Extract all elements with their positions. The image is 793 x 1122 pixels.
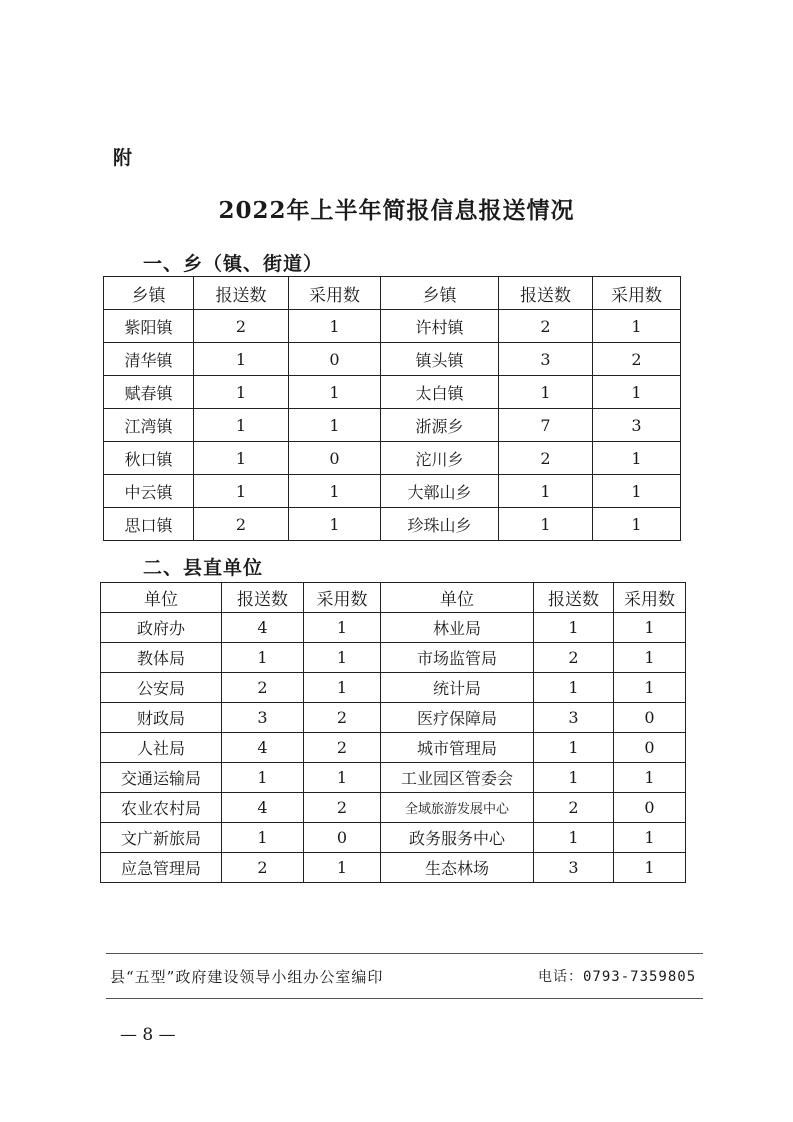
table-row <box>101 853 686 883</box>
column-header: 单位 <box>381 583 534 613</box>
table-row <box>101 703 686 733</box>
column-header: 报送数 <box>499 277 593 310</box>
table-cell: 市场监管局 <box>381 643 534 673</box>
table-row <box>104 376 681 409</box>
table-cell: 教体局 <box>101 643 222 673</box>
table-cell: 1 <box>534 733 614 763</box>
table-cell: 1 <box>304 613 381 643</box>
table-cell: 生态林场 <box>381 853 534 883</box>
table-cell: 2 <box>304 733 381 763</box>
table-cell: 3 <box>534 703 614 733</box>
table-cell: 江湾镇 <box>104 409 194 442</box>
table-cell: 1 <box>614 763 686 793</box>
page-title: 2022年上半年简报信息报送情况 <box>218 197 575 224</box>
table-cell: 中云镇 <box>104 475 194 508</box>
table-cell: 思口镇 <box>104 508 194 541</box>
table-cell: 1 <box>194 409 289 442</box>
table-cell: 1 <box>499 508 593 541</box>
table-cell: 1 <box>289 409 381 442</box>
table-row <box>101 613 686 643</box>
table-row <box>104 409 681 442</box>
table-row <box>104 442 681 475</box>
table-cell: 1 <box>499 376 593 409</box>
table-cell: 3 <box>222 703 304 733</box>
departments-table-body <box>101 613 686 883</box>
table-cell: 1 <box>593 442 681 475</box>
column-header: 乡镇 <box>104 277 194 310</box>
column-header: 单位 <box>101 583 222 613</box>
table-cell: 2 <box>304 703 381 733</box>
table-cell: 2 <box>593 343 681 376</box>
table-cell: 7 <box>499 409 593 442</box>
towns-table <box>103 276 681 541</box>
table-cell: 公安局 <box>101 673 222 703</box>
table-cell: 1 <box>614 823 686 853</box>
table-cell: 1 <box>304 763 381 793</box>
table-cell: 1 <box>534 763 614 793</box>
table-cell: 1 <box>593 310 681 343</box>
table-cell: 0 <box>289 442 381 475</box>
table-cell: 0 <box>614 793 686 823</box>
column-header: 采用数 <box>304 583 381 613</box>
table-cell: 2 <box>222 853 304 883</box>
table-cell: 人社局 <box>101 733 222 763</box>
table-cell: 1 <box>289 376 381 409</box>
table-cell: 1 <box>534 613 614 643</box>
table-cell: 全域旅游发展中心 <box>381 793 534 823</box>
table-cell: 政务服务中心 <box>381 823 534 853</box>
table-cell: 1 <box>614 643 686 673</box>
table-cell: 4 <box>222 793 304 823</box>
column-header: 采用数 <box>289 277 381 310</box>
table-cell: 2 <box>304 793 381 823</box>
column-header: 报送数 <box>194 277 289 310</box>
table-cell: 1 <box>289 508 381 541</box>
table-cell: 0 <box>614 733 686 763</box>
table-cell: 0 <box>289 343 381 376</box>
table-cell: 0 <box>614 703 686 733</box>
table-header-row <box>101 583 686 613</box>
table-cell: 1 <box>304 673 381 703</box>
table-cell: 3 <box>534 853 614 883</box>
table-cell: 应急管理局 <box>101 853 222 883</box>
table-cell: 统计局 <box>381 673 534 703</box>
table-cell: 1 <box>593 508 681 541</box>
table-cell: 镇头镇 <box>381 343 499 376</box>
table-cell: 1 <box>222 823 304 853</box>
table-row <box>101 763 686 793</box>
footer-divider-bottom <box>106 998 703 999</box>
table-row <box>101 733 686 763</box>
footer-publisher: 县“五型”政府建设领导小组办公室编印 <box>110 968 384 986</box>
table-header-row <box>104 277 681 310</box>
table-row <box>101 823 686 853</box>
table-cell: 1 <box>304 643 381 673</box>
table-cell: 城市管理局 <box>381 733 534 763</box>
table-cell: 林业局 <box>381 613 534 643</box>
table-cell: 1 <box>194 343 289 376</box>
table-cell: 沱川乡 <box>381 442 499 475</box>
table-cell: 工业园区管委会 <box>381 763 534 793</box>
table-cell: 1 <box>614 613 686 643</box>
table-row <box>104 310 681 343</box>
table-cell: 1 <box>499 475 593 508</box>
table-cell: 许村镇 <box>381 310 499 343</box>
table-cell: 珍珠山乡 <box>381 508 499 541</box>
table-cell: 2 <box>194 508 289 541</box>
table-row <box>101 643 686 673</box>
table-cell: 秋口镇 <box>104 442 194 475</box>
attachment-label: 附 <box>113 147 133 169</box>
table-cell: 3 <box>593 409 681 442</box>
table-cell: 1 <box>304 853 381 883</box>
table-cell: 1 <box>222 763 304 793</box>
table-row <box>104 475 681 508</box>
table-cell: 1 <box>289 310 381 343</box>
towns-table-body <box>104 310 681 541</box>
table-cell: 3 <box>499 343 593 376</box>
table-row <box>104 508 681 541</box>
table-cell: 4 <box>222 613 304 643</box>
table-cell: 1 <box>194 475 289 508</box>
table-cell: 交通运输局 <box>101 763 222 793</box>
page-number: — 8 — <box>120 1025 176 1045</box>
table-cell: 大鄣山乡 <box>381 475 499 508</box>
table-cell: 财政局 <box>101 703 222 733</box>
table-cell: 1 <box>593 376 681 409</box>
table-cell: 2 <box>499 310 593 343</box>
table-cell: 医疗保障局 <box>381 703 534 733</box>
table-cell: 2 <box>194 310 289 343</box>
column-header: 报送数 <box>222 583 304 613</box>
table-cell: 太白镇 <box>381 376 499 409</box>
table-row <box>101 673 686 703</box>
table-cell: 紫阳镇 <box>104 310 194 343</box>
table-cell: 清华镇 <box>104 343 194 376</box>
table-row <box>101 793 686 823</box>
section-heading-departments: 二、县直单位 <box>143 557 264 579</box>
table-cell: 1 <box>289 475 381 508</box>
footer-divider-top <box>106 953 703 954</box>
column-header: 采用数 <box>593 277 681 310</box>
table-cell: 1 <box>593 475 681 508</box>
table-cell: 1 <box>534 673 614 703</box>
table-cell: 2 <box>534 793 614 823</box>
table-row <box>104 343 681 376</box>
table-cell: 1 <box>614 853 686 883</box>
table-cell: 2 <box>534 643 614 673</box>
column-header: 报送数 <box>534 583 614 613</box>
table-cell: 浙源乡 <box>381 409 499 442</box>
table-cell: 1 <box>222 643 304 673</box>
section-heading-towns: 一、乡（镇、街道） <box>143 253 324 275</box>
table-cell: 1 <box>194 442 289 475</box>
table-cell: 4 <box>222 733 304 763</box>
table-cell: 1 <box>614 673 686 703</box>
table-cell: 赋春镇 <box>104 376 194 409</box>
table-cell: 政府办 <box>101 613 222 643</box>
table-cell: 文广新旅局 <box>101 823 222 853</box>
table-cell: 2 <box>222 673 304 703</box>
table-cell: 农业农村局 <box>101 793 222 823</box>
footer-phone: 电话：0793-7359805 <box>538 969 697 985</box>
table-cell: 1 <box>534 823 614 853</box>
table-cell: 1 <box>194 376 289 409</box>
table-cell: 2 <box>499 442 593 475</box>
departments-table <box>100 582 686 883</box>
table-cell: 0 <box>304 823 381 853</box>
column-header: 乡镇 <box>381 277 499 310</box>
column-header: 采用数 <box>614 583 686 613</box>
